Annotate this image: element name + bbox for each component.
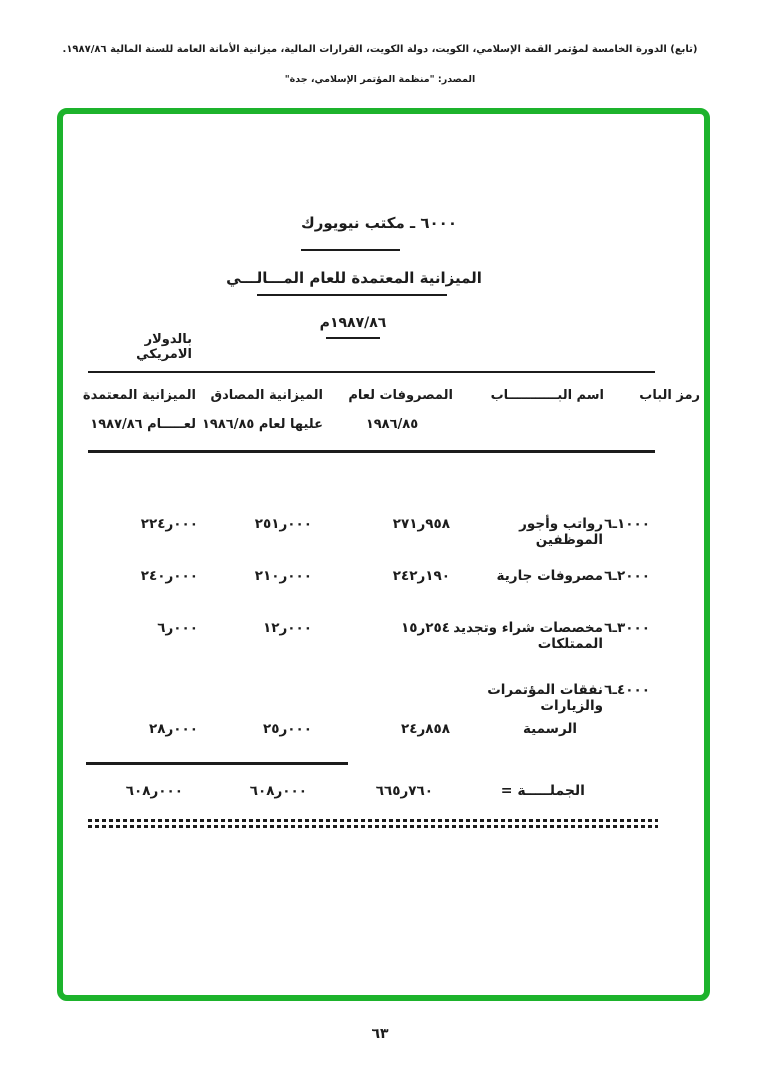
row-chapter-code: ٦ـ٢٠٠٠ xyxy=(604,568,650,584)
row-expenses-value: ٢٧١ر٩٥٨ xyxy=(392,516,450,532)
col-header-approved-line1: الميزانية المصادق xyxy=(210,388,323,403)
doc-reference-line: (تابع) الدورة الخامسة لمؤتمر القمة الإسلامي، الكويت، دولة الكويت، القرارات المالية، ميزانية الأمانة العامة للسنة المالية ١٩٨٧/٨٦. xyxy=(62,44,698,55)
pre-total-rule xyxy=(86,762,348,765)
row-adopted-value: ٢٢٤ر٠٠٠ xyxy=(140,516,198,532)
row-approved-value: ٢٥ر٠٠٠ xyxy=(263,721,312,737)
total-expenses-value: ٦٦٥ر٧٦٠ xyxy=(375,783,433,799)
col-header-expenses-line1: المصروفات لعام xyxy=(348,388,453,403)
row-expenses-value: ١٥ر٢٥٤ xyxy=(401,620,450,636)
row-chapter-name: نفقات المؤتمرات والزيارات xyxy=(487,682,603,714)
row-chapter-code: ٦ـ١٠٠٠ xyxy=(604,516,650,532)
row-adopted-value: ٦ر٠٠٠ xyxy=(157,620,198,636)
dash-rule-bottom xyxy=(88,825,658,828)
row-adopted-value: ٢٤٠ر٠٠٠ xyxy=(140,568,198,584)
row-expenses-value: ٢٤٢ر١٩٠ xyxy=(392,568,450,584)
row-chapter-name: مصروفات جارية xyxy=(496,568,603,584)
col-header-chapter-code: رمز الباب xyxy=(639,388,700,403)
row-adopted-value: ٢٨ر٠٠٠ xyxy=(149,721,198,737)
table-bottom-double-rule xyxy=(88,819,658,828)
row-approved-value: ٢١٠ر٠٠٠ xyxy=(254,568,312,584)
page-number: ٦٣ xyxy=(371,1026,389,1042)
table-top-rule xyxy=(88,371,655,373)
row-chapter-code: ٦ـ٤٠٠٠ xyxy=(604,682,650,698)
budget-title: الميزانية المعتمدة للعام المـــالـــي xyxy=(226,269,482,287)
fiscal-year-label: ١٩٨٧/٨٦م xyxy=(319,315,387,331)
total-label: الجملـــــة = xyxy=(500,783,585,799)
total-approved-value: ٦٠٨ر٠٠٠ xyxy=(249,783,307,799)
currency-note: بالدولار الامريكي xyxy=(136,332,192,362)
total-adopted-value: ٦٠٨ر٠٠٠ xyxy=(125,783,183,799)
row-chapter-name-line2: الرسمية xyxy=(522,721,578,737)
budget-title-underline xyxy=(257,294,447,296)
row-chapter-name: رواتب وأجور الموظفين xyxy=(519,516,603,548)
doc-source-line: المصدر: "منظمة المؤتمر الإسلامي، جدة" xyxy=(284,74,476,85)
row-approved-value: ٢٥١ر٠٠٠ xyxy=(254,516,312,532)
col-header-adopted-line2: لعـــــام ١٩٨٧/٨٦ xyxy=(90,417,196,432)
col-header-chapter-name: اسم البـــــــــــاب xyxy=(490,388,604,403)
table-header-rule xyxy=(88,450,655,453)
green-highlight-frame xyxy=(57,108,710,1001)
col-header-adopted-line1: الميزانية المعتمدة xyxy=(82,388,196,403)
col-header-expenses-line2: ١٩٨٦/٨٥ xyxy=(365,417,419,432)
row-approved-value: ١٢ر٠٠٠ xyxy=(263,620,312,636)
office-title-underline xyxy=(301,249,400,251)
row-expenses-value: ٢٤ر٨٥٨ xyxy=(401,721,450,737)
row-chapter-code: ٦ـ٣٠٠٠ xyxy=(604,620,650,636)
col-header-approved-line2: عليها لعام ١٩٨٦/٨٥ xyxy=(202,417,323,432)
row-chapter-name: مخصصات شراء وتجديد الممتلكات xyxy=(453,620,603,652)
office-title: ٦٠٠٠ ـ مكتب نيويورك xyxy=(300,214,457,232)
fiscal-year-underline xyxy=(326,337,380,339)
